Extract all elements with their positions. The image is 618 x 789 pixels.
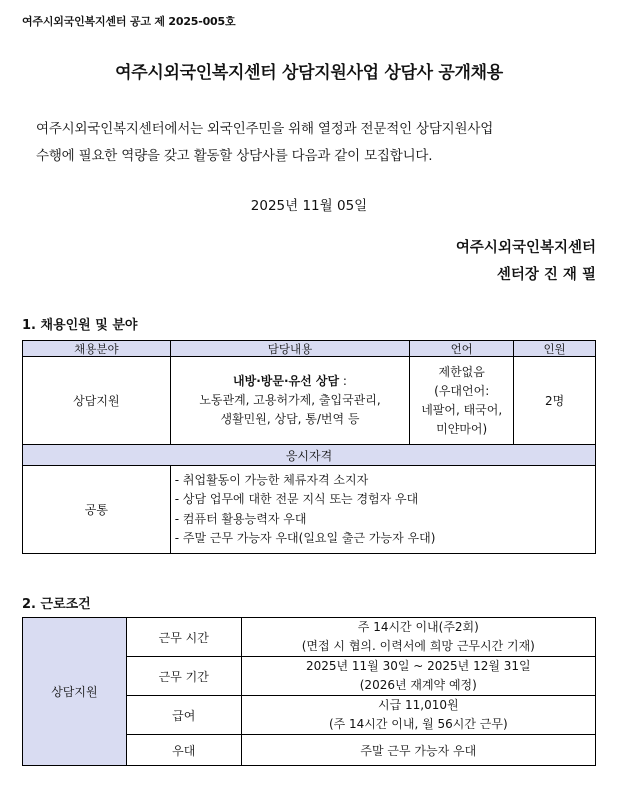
conditions-table: [22, 617, 596, 766]
condition-value: [241, 696, 595, 735]
count-cell: 2명: [514, 357, 596, 445]
language-line: 미얀마어): [436, 421, 488, 436]
duty-title-suffix: :: [339, 374, 347, 388]
qualification-header: 응시자격: [23, 445, 596, 466]
language-line: (우대언어:: [434, 383, 490, 398]
condition-label: 급여: [126, 696, 241, 735]
organization-block: [456, 235, 596, 289]
condition-line: 주말 근무 가능자 우대: [360, 743, 477, 758]
qualification-item: - 상담 업무에 대한 전문 지식 또는 경험자 우대: [174, 492, 419, 506]
conditions-row: [23, 618, 596, 657]
condition-value: [241, 735, 595, 766]
condition-label: 근무 기간: [126, 657, 241, 696]
section2-heading: 2. 근로조건: [22, 597, 91, 612]
condition-value: [241, 657, 595, 696]
qualification-header-row: [23, 445, 596, 466]
header-field: 채용분야: [23, 341, 171, 357]
qualification-row: [23, 466, 596, 554]
header-duty: 담당내용: [170, 341, 410, 357]
qualification-label: 공통: [23, 466, 171, 554]
announcement-date: 2025년 11월 05일: [250, 198, 368, 214]
conditions-category: 상담지원: [23, 618, 127, 766]
condition-line: (면접 시 협의. 이력서에 희망 근무시간 기재): [301, 639, 535, 653]
condition-value: [241, 618, 595, 657]
header-count: 인원: [514, 341, 596, 357]
field-cell: 상담지원: [23, 357, 171, 445]
condition-line: (2026년 재계약 예정): [359, 678, 477, 692]
duty-title: 내방·방문·유선 상담: [233, 374, 340, 388]
qualification-item: - 주말 근무 가능자 우대(일요일 출근 가능자 우대): [174, 531, 436, 545]
language-line: 네팔어, 태국어,: [421, 402, 503, 417]
condition-label: 우대: [126, 735, 241, 766]
director-name: 센터장 진 재 필: [496, 267, 596, 283]
intro-paragraph: [36, 116, 596, 170]
notice-number: 여주시외국인복지센터 공고 제 2025-005호: [22, 15, 236, 28]
recruitment-table: [22, 340, 596, 554]
language-line: 제한없음: [438, 364, 485, 379]
condition-line: 2025년 11월 30일 ~ 2025년 12월 31일: [305, 659, 531, 673]
page-title: 여주시외국인복지센터 상담지원사업 상담사 공개채용: [115, 63, 503, 83]
duty-line: 생활민원, 상담, 통/번역 등: [220, 412, 360, 426]
intro-line: 여주시외국인복지센터에서는 외국인주민을 위해 열정과 전문적인 상담지원사업: [36, 121, 494, 137]
header-language: 언어: [410, 341, 514, 357]
recruitment-row: [23, 357, 596, 445]
section1-heading: 1. 채용인원 및 분야: [22, 318, 138, 333]
language-cell: [410, 357, 514, 445]
condition-line: 시급 11,010원: [378, 698, 459, 712]
qualification-list: [170, 466, 595, 554]
organization-name: 여주시외국인복지센터: [455, 240, 596, 256]
duty-line: 노동관계, 고용허가제, 출입국관리,: [199, 393, 381, 407]
qualification-item: - 컴퓨터 활용능력자 우대: [174, 511, 307, 526]
recruitment-header-row: [23, 341, 596, 357]
condition-line: (주 14시간 이내, 월 56시간 근무): [328, 717, 508, 731]
duty-cell: [170, 357, 410, 445]
condition-line: 주 14시간 이내(주2회): [357, 620, 479, 634]
condition-label: 근무 시간: [126, 618, 241, 657]
intro-line: 수행에 필요한 역량을 갖고 활동할 상담사를 다음과 같이 모집합니다.: [36, 148, 433, 164]
qualification-item: - 취업활동이 가능한 체류자격 소지자: [174, 472, 369, 487]
